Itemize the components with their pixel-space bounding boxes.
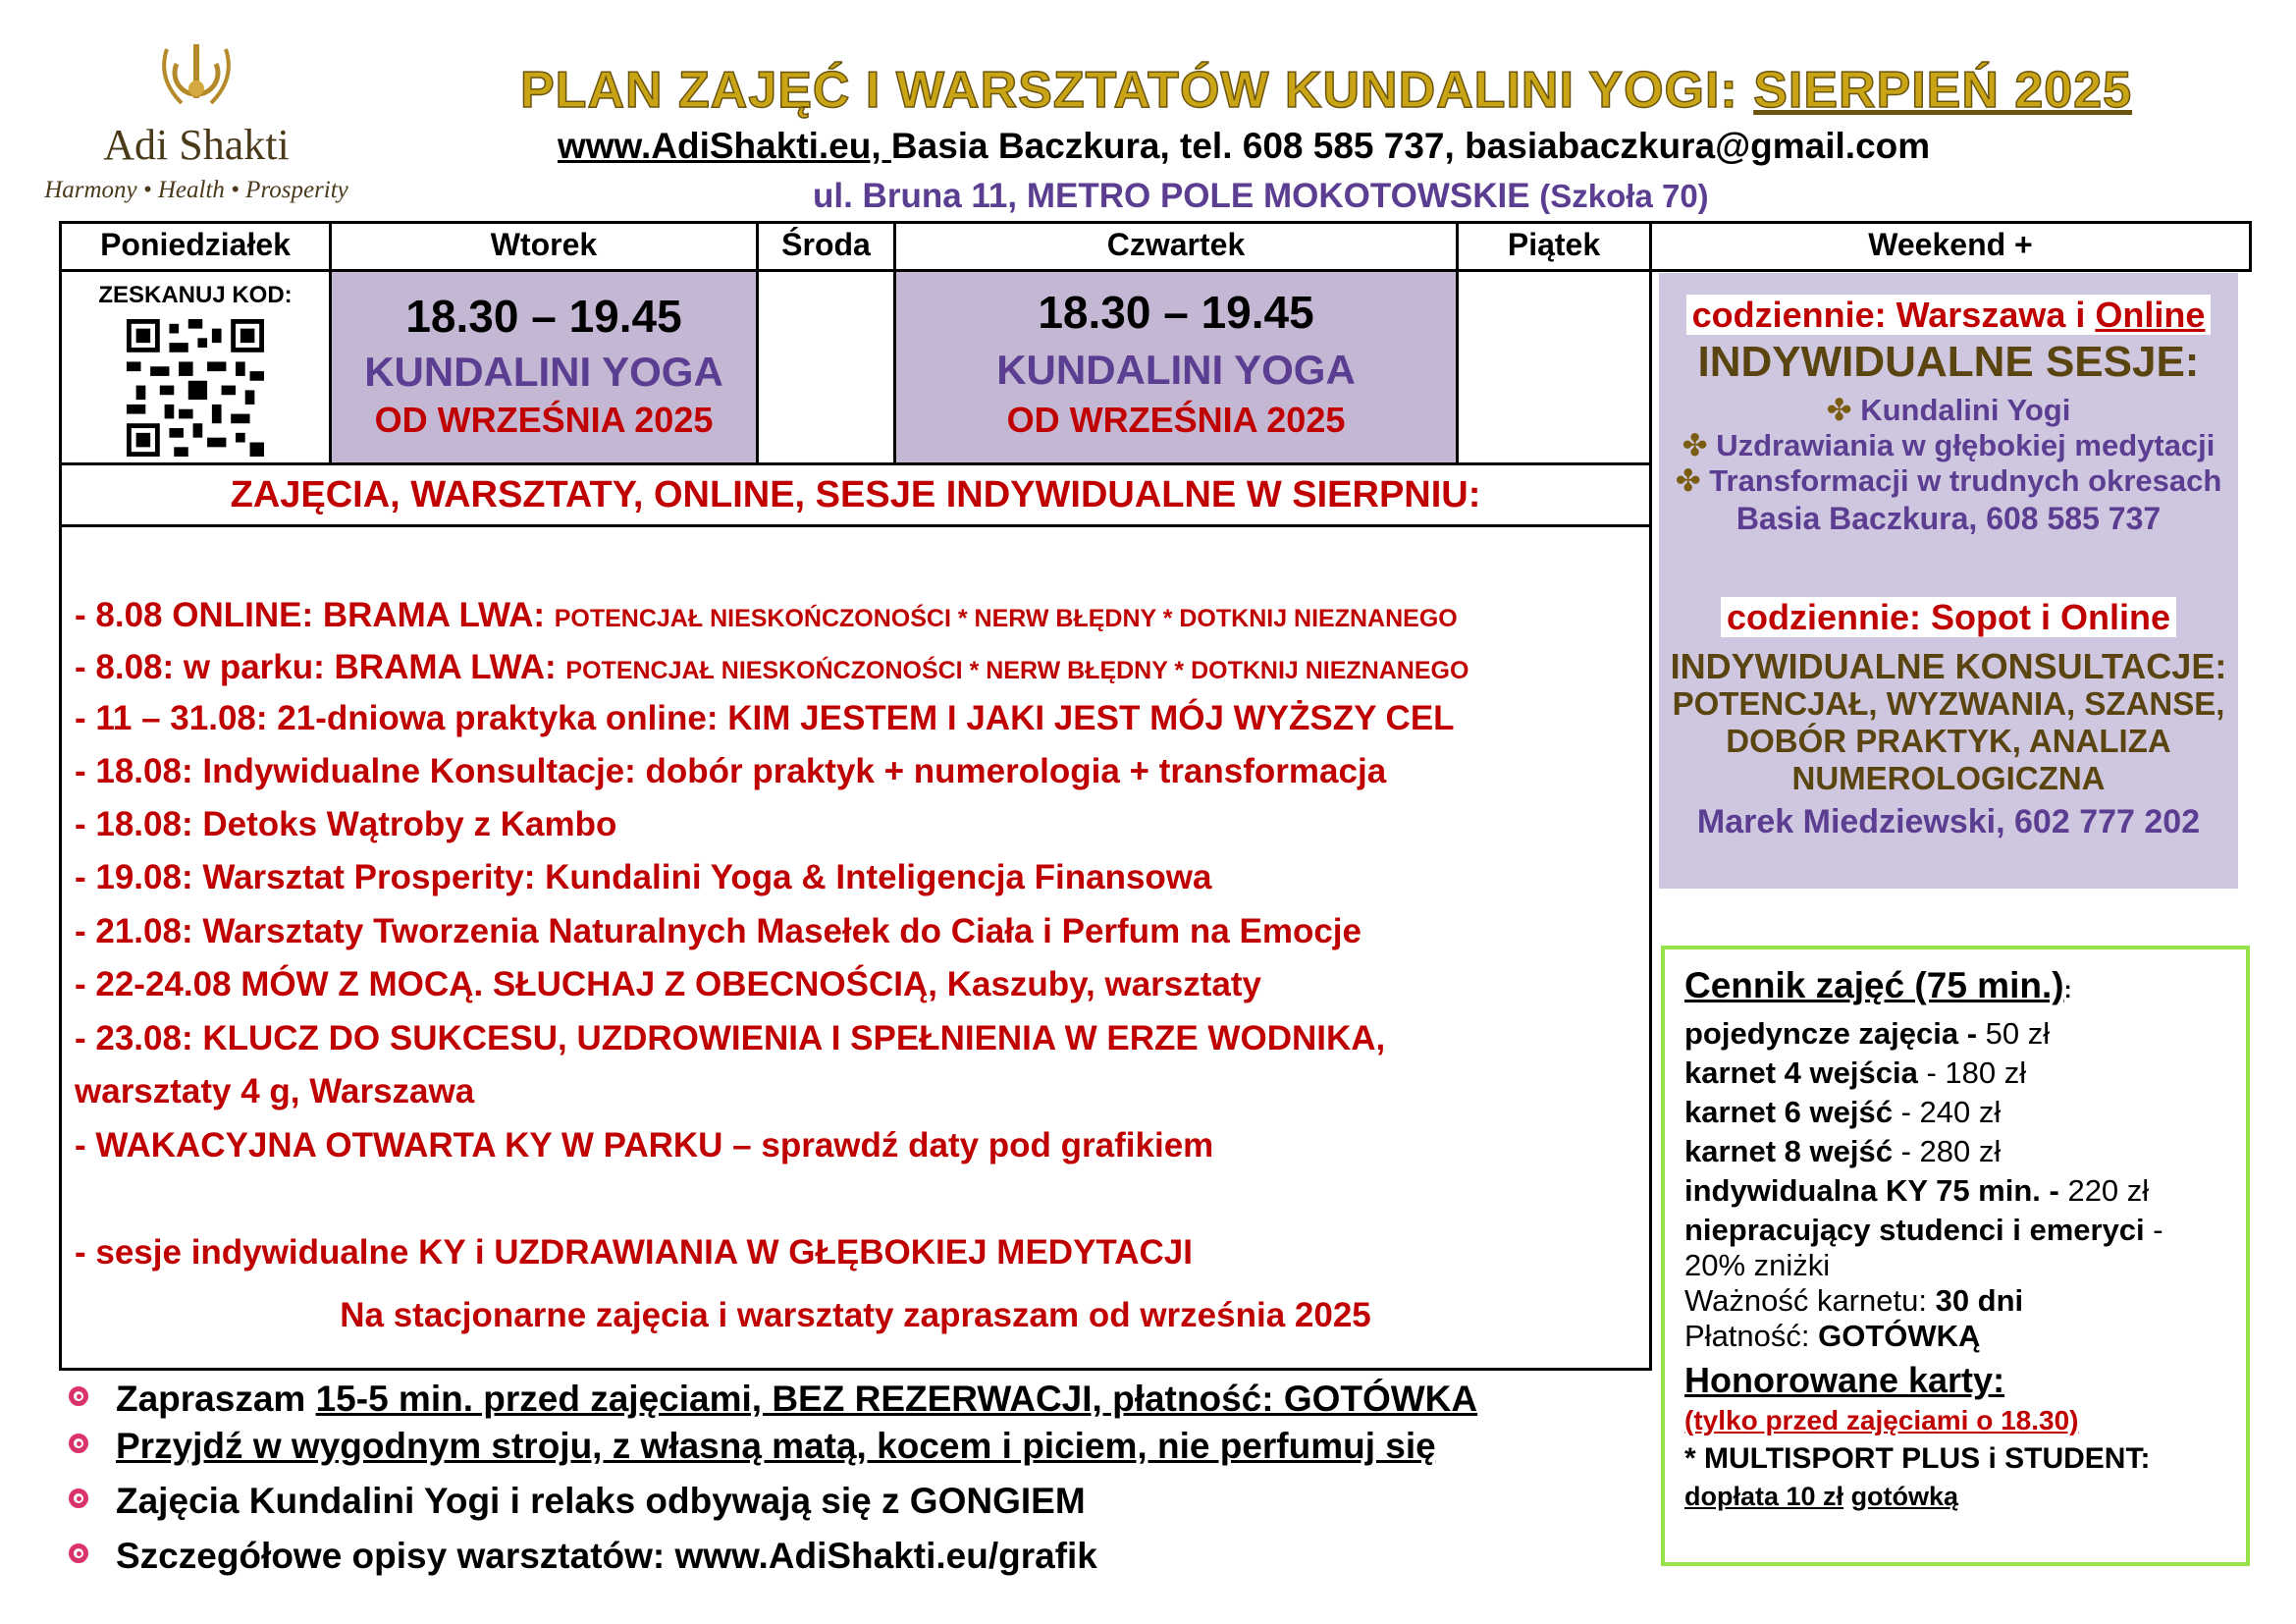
address-school: (Szkoła 70)	[1539, 178, 1709, 214]
day-header-wednesday: Środa	[756, 221, 896, 272]
contact-details: Basia Baczkura, tel. 608 585 737, basiabaczkura@gmail.com	[890, 126, 1931, 166]
cards-title: Honorowane karty:	[1684, 1360, 2005, 1400]
day-header-weekend: Weekend +	[1649, 221, 2252, 272]
swirl-icon	[69, 1434, 88, 1453]
tuesday-time: 18.30 – 19.45	[405, 291, 682, 342]
cards-list: * MULTISPORT PLUS i STUDENT:	[1684, 1442, 2151, 1475]
logo-name: Adi Shakti	[103, 121, 290, 169]
discount-line: niepracujący studenci i emeryci -	[1684, 1213, 2163, 1247]
address-main: ul. Bruna 11, METRO POLE MOKOTOWSKIE	[813, 177, 1540, 215]
swirl-icon	[69, 1386, 88, 1406]
validity-line: Ważność karnetu: 30 dni	[1684, 1283, 2024, 1318]
bullet-clothing: Przyjdź w wygodnym stroju, z własną matą, kocem i piciem, nie perfumuj się	[116, 1426, 1436, 1467]
consult-line: NUMEROLOGICZNA	[1791, 760, 2106, 796]
list-item: - 11 – 31.08: 21-dniowa praktyka online: KIM JESTEM I JAKI JEST MÓJ WYŻSZY CEL	[75, 699, 1455, 737]
swirl-icon	[69, 1543, 88, 1563]
address-line	[813, 177, 1709, 216]
wednesday-cell	[756, 269, 896, 465]
list-item: warsztaty 4 g, Warszawa	[75, 1072, 475, 1110]
august-footer: Na stacjonarne zajęcia i warsztaty zapraszam od września 2025	[340, 1296, 1371, 1334]
scan-label: ZESKANUJ KOD:	[98, 282, 293, 308]
logo	[20, 39, 373, 216]
day-header-friday: Piątek	[1456, 221, 1652, 272]
list-item: - 23.08: KLUCZ DO SUKCESU, UZDROWIENIA I SPEŁNIENIA W ERZE WODNIKA,	[75, 1019, 1386, 1057]
august-heading: ZAJĘCIA, WARSZTATY, ONLINE, SESJE INDYWIDUALNE W SIERPNIU:	[230, 474, 1481, 515]
list-item: - 8.08: w parku: BRAMA LWA: POTENCJAŁ NIESKOŃCZONOŚCI * NERW BŁĘDNY * DOTKNIJ NIEZNANEGO	[75, 648, 1469, 686]
friday-cell	[1456, 269, 1652, 465]
list-item: - 8.08 ONLINE: BRAMA LWA: POTENCJAŁ NIESKOŃCZONOŚCI * NERW BŁĘDNY * DOTKNIJ NIEZNANEGO	[75, 596, 1458, 634]
logo-tagline: Harmony • Health • Prosperity	[44, 177, 348, 203]
list-item: - 22-24.08 MÓW Z MOCĄ. SŁUCHAJ Z OBECNOŚCIĄ, Kaszuby, warsztaty	[75, 965, 1262, 1003]
tuesday-class: KUNDALINI YOGA	[364, 349, 723, 395]
bullet-reservation: Zapraszam 15-5 min. przed zajęciami, BEZ REZERWACJI, płatność: GOTÓWKA	[116, 1379, 1477, 1420]
cards-note: (tylko przed zajęciami o 18.30)	[1684, 1405, 2079, 1435]
day-header-thursday: Czwartek	[893, 221, 1459, 272]
list-item: - WAKACYJNA OTWARTA KY W PARKU – sprawdź daty pod grafikiem	[75, 1126, 1214, 1164]
sessions-title: INDYWIDUALNE SESJE:	[1697, 338, 2200, 386]
list-item: - 21.08: Warsztaty Tworzenia Naturalnych Masełek do Ciała i Perfum na Emocje	[75, 912, 1362, 950]
price-row: karnet 4 wejścia - 180 zł	[1684, 1056, 2027, 1090]
discount-value: 20% zniżki	[1684, 1248, 1831, 1282]
monday-cell	[59, 269, 332, 465]
list-item: - sesje indywidualne KY i UZDRAWIANIA W GŁĘBOKIEJ MEDYTACJI	[75, 1233, 1193, 1272]
session-item: ✤ Kundalini Yogi	[1826, 393, 2071, 427]
cards-extra: dopłata 10 zł gotówką	[1684, 1482, 1959, 1511]
day-header-monday: Poniedziałek	[59, 221, 332, 272]
day-header-tuesday: Wtorek	[329, 221, 759, 272]
swirl-icon	[69, 1489, 88, 1508]
daily-warsaw-line: codziennie: Warszawa i Online	[1659, 295, 2238, 336]
thursday-class-cell	[893, 269, 1459, 465]
thursday-note: OD WRZEŚNIA 2025	[1006, 400, 1346, 440]
website-link[interactable]: www.AdiShakti.eu,	[558, 126, 891, 166]
august-heading-row	[59, 462, 1652, 527]
weekend-sessions-block	[1659, 273, 2238, 889]
khanda-icon	[147, 39, 245, 128]
list-item: - 18.08: Detoks Wątroby z Kambo	[75, 805, 617, 843]
daily-sopot-line: codziennie: Sopot i Online	[1659, 597, 2238, 638]
title-prefix: PLAN ZAJĘĆ I WARSZTATÓW KUNDALINI YOGI:	[520, 62, 1754, 119]
clover-icon: ✤	[1675, 463, 1710, 498]
tuesday-class-cell	[329, 269, 759, 465]
title-month: SIERPIEŃ 2025	[1753, 62, 2133, 119]
price-row: karnet 6 wejść - 240 zł	[1684, 1095, 2002, 1129]
contact-line	[558, 126, 1930, 167]
thursday-class: KUNDALINI YOGA	[996, 347, 1356, 393]
price-row: indywidualna KY 75 min. - 220 zł	[1684, 1173, 2150, 1208]
consult-line: POTENCJAŁ, WYZWANIA, SZANSE,	[1672, 685, 2225, 722]
price-title: Cennik zajęć (75 min.):	[1684, 965, 2072, 1005]
price-row: karnet 8 wejść - 280 zł	[1684, 1134, 2002, 1168]
consult-line: DOBÓR PRAKTYK, ANALIZA	[1726, 723, 2171, 759]
contact-basia: Basia Baczkura, 608 585 737	[1735, 501, 2162, 536]
price-list-box	[1661, 946, 2250, 1566]
session-item: ✤ Transformacji w trudnych okresach	[1675, 463, 2222, 498]
session-item: ✤ Uzdrawiania w głębokiej medytacji	[1682, 428, 2216, 462]
bullet-details: Szczegółowe opisy warsztatów: www.AdiShakti.eu/grafik	[116, 1536, 1097, 1577]
clover-icon: ✤	[1682, 428, 1717, 462]
contact-marek: Marek Miedziewski, 602 777 202	[1696, 803, 2201, 840]
tuesday-note: OD WRZEŚNIA 2025	[374, 400, 714, 440]
payment-line: Płatność: GOTÓWKĄ	[1684, 1319, 1981, 1353]
thursday-time: 18.30 – 19.45	[1038, 287, 1314, 338]
qr-code-icon[interactable]	[127, 319, 264, 457]
clover-icon: ✤	[1826, 393, 1861, 427]
list-item: - 19.08: Warsztat Prosperity: Kundalini Yoga & Inteligencja Finansowa	[75, 858, 1212, 896]
price-row: pojedyncze zajęcia - 50 zł	[1684, 1016, 2051, 1051]
list-item: - 18.08: Indywidualne Konsultacje: dobór praktyk + numerologia + transformacja	[75, 752, 1387, 790]
consult-title: INDYWIDUALNE KONSULTACJE:	[1670, 646, 2227, 686]
page-title	[520, 61, 2169, 120]
bullet-gong: Zajęcia Kundalini Yogi i relaks odbywają się z GONGIEM	[116, 1481, 1086, 1522]
